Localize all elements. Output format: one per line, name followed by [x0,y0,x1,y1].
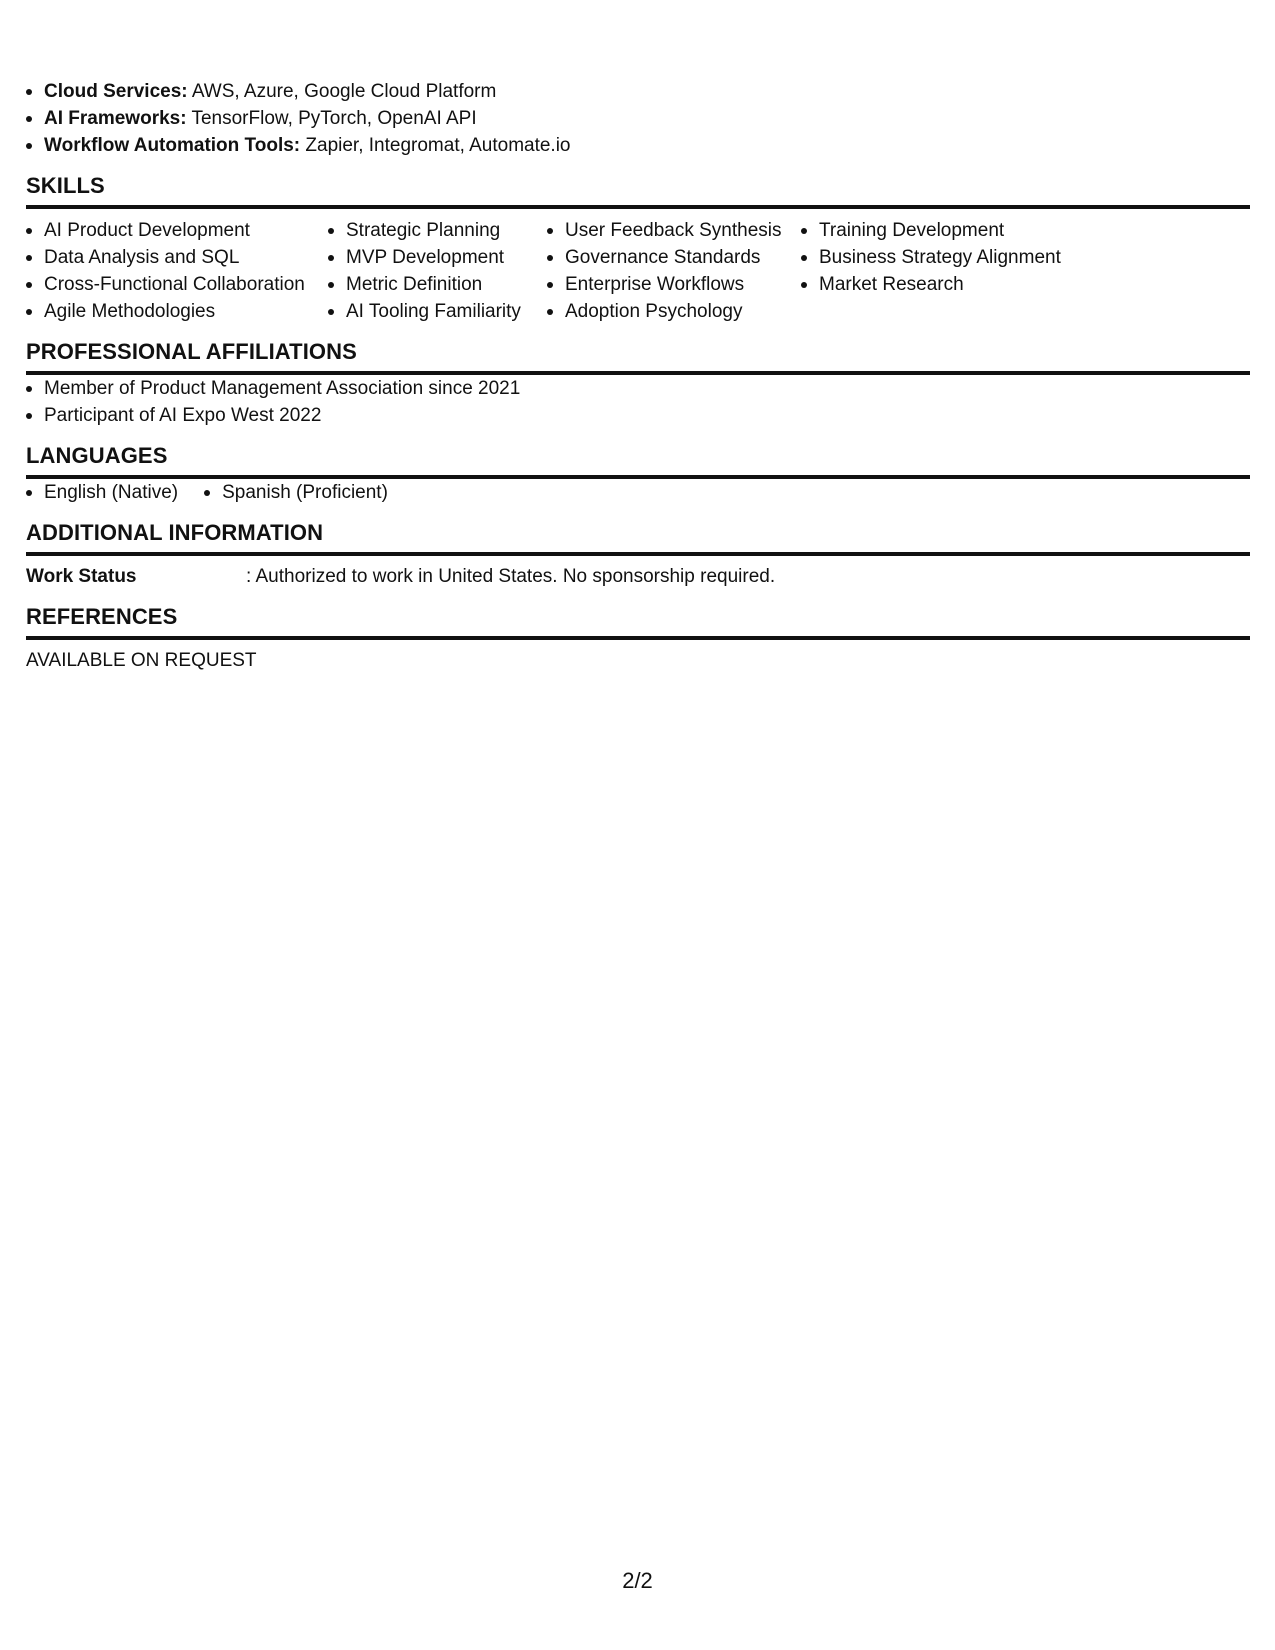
list-item: MVP Development [328,244,547,271]
list-item: Cross-Functional Collaboration [26,271,328,298]
section-title: PROFESSIONAL AFFILIATIONS [26,339,1250,375]
list-item: Governance Standards [547,244,801,271]
section-title: REFERENCES [26,604,1250,640]
list-item: Enterprise Workflows [547,271,801,298]
list-item: Market Research [801,271,1101,298]
tool-value: AWS, Azure, Google Cloud Platform [187,81,497,102]
list-item: English (Native) [26,479,178,506]
section-title: ADDITIONAL INFORMATION [26,520,1250,556]
list-item: AI Tooling Familiarity [328,298,547,325]
skills-column [328,217,547,325]
skills-column [801,217,1101,325]
list-item: Agile Methodologies [26,298,328,325]
list-item: Member of Product Management Association since 2021 [26,375,1250,402]
section-title: SKILLS [26,173,1250,209]
work-status-row [26,556,1250,590]
skills-grid [26,209,1250,325]
list-item: Data Analysis and SQL [26,244,328,271]
tool-label: Cloud Services: [44,81,188,102]
skills-column [26,217,328,325]
work-status-label: Work Status [26,566,137,587]
additional-info-section [26,520,1250,590]
list-item: Adoption Psychology [547,298,801,325]
tools-list [26,78,1250,159]
references-text: AVAILABLE ON REQUEST [26,650,257,671]
list-item: AI Product Development [26,217,328,244]
list-item [26,78,1250,105]
resume-page [26,78,1250,674]
affiliations-list [26,375,1250,429]
list-item: Spanish (Proficient) [204,479,388,506]
list-item: User Feedback Synthesis [547,217,801,244]
list-item: Business Strategy Alignment [801,244,1101,271]
list-item [26,105,1250,132]
languages-list [26,479,1250,506]
list-item: Participant of AI Expo West 2022 [26,402,1250,429]
references-section [26,604,1250,674]
section-title: LANGUAGES [26,443,1250,479]
skills-column [547,217,801,325]
work-status-value: : Authorized to work in United States. No sponsorship required. [246,566,776,587]
list-item [26,132,1250,159]
list-item: Strategic Planning [328,217,547,244]
tool-label: Workflow Automation Tools: [44,135,301,156]
tool-label: AI Frameworks: [44,108,187,129]
affiliations-section [26,339,1250,429]
tool-value: TensorFlow, PyTorch, OpenAI API [186,108,477,129]
page-number: 2/2 [622,1568,653,1593]
skills-section [26,173,1250,325]
tool-value: Zapier, Integromat, Automate.io [300,135,571,156]
list-item: Training Development [801,217,1101,244]
languages-section [26,443,1250,506]
list-item: Metric Definition [328,271,547,298]
